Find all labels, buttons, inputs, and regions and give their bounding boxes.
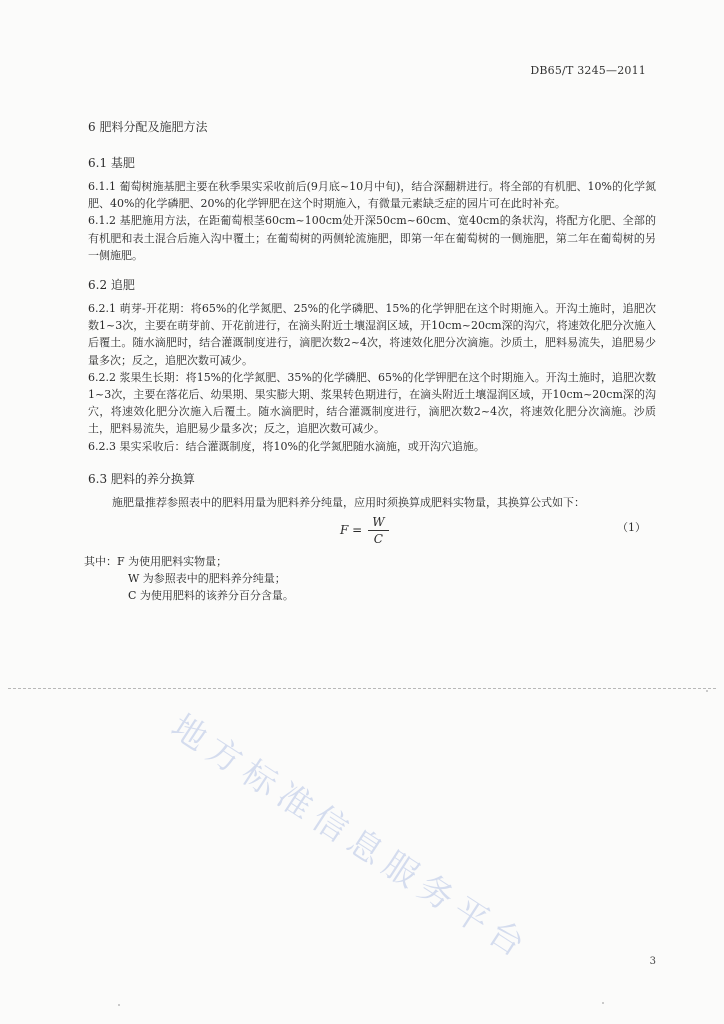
watermark-text: 地方标准信息服务平台 [163,706,538,970]
scan-divider [8,688,716,689]
scan-speck [602,1002,604,1004]
paragraph-6-2-1: 6.2.1 萌芽-开花期：将65%的化学氮肥、25%的化学磷肥、15%的化学钾肥在这个时期施入。开沟土施时，追肥次数1~3次，主要在萌芽前、开花前进行，在滴头附近土壤湿润区域，开10cm~20cm深的沟穴，将速效化肥分次施入后覆土。随水滴肥时，结合灌溉制度进行，滴肥次数2~4次，将速效化肥分次滴施。沙质土，肥料易流失，追肥易少量多次；反之，追肥次数可减少。 [88,302,656,367]
section-6-2-title: 6.2 追肥 [88,278,135,293]
where-line-c: C 为使用肥料的该养分百分含量。 [128,588,294,602]
formula-lhs: F = [340,523,363,538]
paragraph-6-1-2: 6.1.2 基肥施用方法，在距葡萄根茎60cm~100cm处开深50cm~60cm、宽40cm的条状沟，将配方化肥、全部的有机肥和表土混合后施入沟中覆土；在葡萄树的两侧轮流施肥，即第一年在葡萄树的一侧施肥，第二年在葡萄树的另一侧施肥。 [88,214,656,262]
formula-numerator: W [368,515,388,531]
paragraph-6-2-3: 6.2.3 果实采收后：结合灌溉制度，将10%的化学氮肥随水滴施，或开沟穴追施。 [88,439,485,453]
paragraph-6-3-intro: 施肥量推荐参照表中的肥料用量为肥料养分纯量，应用时须换算成肥料实物量，其换算公式如下： [112,495,585,509]
where-line-w: W 为参照表中的肥料养分纯量； [128,571,286,585]
formula-denominator: C [373,531,383,546]
section-6-title: 6 肥料分配及施肥方法 [88,120,208,134]
equation-number: （1） [617,520,646,534]
scan-speck [118,1004,120,1006]
where-line-f: 其中：F 为使用肥料实物量； [84,554,228,568]
paragraph-6-1-1: 6.1.1 葡萄树施基肥主要在秋季果实采收前后(9月底~10月中旬)，结合深翻耕进行。将全部的有机肥、10%的化学氮肥、40%的化学磷肥、20%的化学钾肥在这个时期施入，有微量元素缺乏症的园片可在此时补充。 [88,180,656,211]
formula-row [88,513,656,551]
paragraph-6-2-2: 6.2.2 浆果生长期：将15%的化学氮肥、35%的化学磷肥、65%的化学钾肥在这个时期施入。开沟土施时，追肥次数1~3次，主要在落花后、幼果期、果实膨大期、浆果转色期进行，在滴头附近土壤湿润区域，开10cm~20cm深的沟穴，将速效化肥分次施入后覆土。随水滴肥时，结合灌溉制度进行，滴肥次数2~4次，将速效化肥分次滴施。沙质土，肥料易流失，追肥易少量多次；反之，追肥次数可减少。 [88,370,656,436]
document-code: DB65/T 3245—2011 [530,64,646,77]
formula-fraction [368,515,388,546]
scan-speck [706,690,708,692]
formula [340,515,389,546]
section-6-3-title: 6.3 肥料的养分换算 [88,471,195,486]
section-6-1-title: 6.1 基肥 [88,156,135,170]
document-body [84,118,656,604]
page-number: 3 [649,956,656,967]
